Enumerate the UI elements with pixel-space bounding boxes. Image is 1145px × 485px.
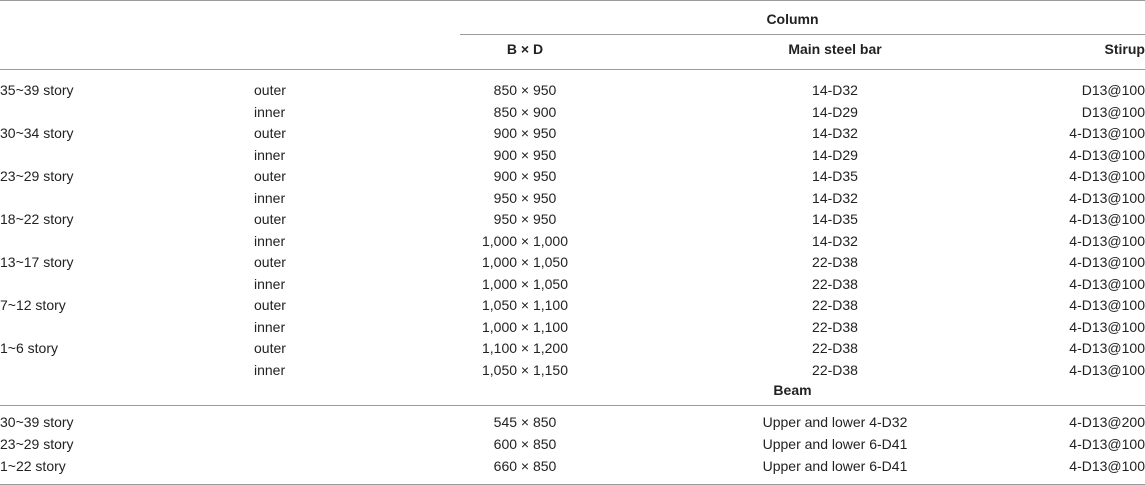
stirrup-cell: 4-D13@100 <box>1069 319 1145 335</box>
position-cell: inner <box>254 104 286 120</box>
beam-rule <box>0 405 1145 406</box>
position-cell: inner <box>254 233 286 249</box>
main-bar-cell: 14-D32 <box>812 190 858 206</box>
stirrup-cell: D13@100 <box>1081 82 1145 98</box>
main-bar-cell: 14-D29 <box>812 104 858 120</box>
position-cell: outer <box>254 297 286 313</box>
top-rule <box>0 0 1145 1</box>
main-bar-cell: Upper and lower 6-D41 <box>762 436 908 452</box>
main-bar-cell: 22-D38 <box>812 297 858 313</box>
story-cell: 7~12 story <box>0 297 66 313</box>
stirrup-cell: 4-D13@100 <box>1069 340 1145 356</box>
stirrup-cell: 4-D13@100 <box>1069 211 1145 227</box>
bd-cell: 950 × 950 <box>493 211 557 227</box>
stirrup-cell: 4-D13@100 <box>1069 125 1145 141</box>
position-cell: inner <box>254 319 286 335</box>
main-bar-header: Main steel bar <box>788 41 882 57</box>
bd-cell: 1,000 × 1,050 <box>481 276 569 292</box>
main-bar-cell: 22-D38 <box>812 362 858 378</box>
stirrup-cell: D13@100 <box>1081 104 1145 120</box>
position-cell: outer <box>254 211 286 227</box>
position-cell: outer <box>254 340 286 356</box>
bd-cell: 1,100 × 1,200 <box>481 340 569 356</box>
main-bar-cell: Upper and lower 4-D32 <box>762 414 908 430</box>
position-cell: inner <box>254 147 286 163</box>
main-bar-cell: 14-D32 <box>812 125 858 141</box>
bd-cell: 1,000 × 1,100 <box>481 319 569 335</box>
main-bar-cell: 14-D32 <box>812 233 858 249</box>
bd-cell: 950 × 950 <box>493 190 557 206</box>
bd-cell: 600 × 850 <box>493 436 557 452</box>
bd-cell: 900 × 950 <box>493 147 557 163</box>
story-cell: 1~6 story <box>0 340 58 356</box>
main-bar-cell: 22-D38 <box>812 340 858 356</box>
beam-group-header: Beam <box>773 382 812 398</box>
position-cell: inner <box>254 190 286 206</box>
main-bar-cell: 14-D32 <box>812 82 858 98</box>
main-bar-cell: Upper and lower 6-D41 <box>762 458 908 474</box>
bd-cell: 1,000 × 1,050 <box>481 254 569 270</box>
stirrup-cell: 4-D13@100 <box>1069 254 1145 270</box>
story-cell: 13~17 story <box>0 254 74 270</box>
main-bar-cell: 14-D35 <box>812 211 858 227</box>
bd-cell: 660 × 850 <box>493 458 557 474</box>
main-bar-cell: 22-D38 <box>812 276 858 292</box>
column-group-rule <box>460 34 1145 35</box>
column-group-header: Column <box>766 11 819 27</box>
story-cell: 35~39 story <box>0 82 74 98</box>
stirrup-cell: 4-D13@100 <box>1069 168 1145 184</box>
bd-cell: 900 × 950 <box>493 125 557 141</box>
stirrup-cell: 4-D13@100 <box>1069 436 1145 452</box>
stirrup-cell: 4-D13@100 <box>1069 190 1145 206</box>
story-cell: 23~29 story <box>0 168 74 184</box>
stirrup-cell: 4-D13@100 <box>1069 147 1145 163</box>
main-bar-cell: 22-D38 <box>812 254 858 270</box>
bd-cell: 900 × 950 <box>493 168 557 184</box>
stirrup-cell: 4-D13@100 <box>1069 276 1145 292</box>
stirrup-cell: 4-D13@100 <box>1069 458 1145 474</box>
stirrup-cell: 4-D13@100 <box>1069 362 1145 378</box>
main-bar-cell: 22-D38 <box>812 319 858 335</box>
stirrup-cell: 4-D13@100 <box>1069 233 1145 249</box>
bd-header: B × D <box>506 41 544 57</box>
story-cell: 30~34 story <box>0 125 74 141</box>
bd-cell: 545 × 850 <box>493 414 557 430</box>
story-cell: 30~39 story <box>0 414 74 430</box>
story-cell: 18~22 story <box>0 211 74 227</box>
position-cell: outer <box>254 125 286 141</box>
stirrup-cell: 4-D13@100 <box>1069 297 1145 313</box>
story-cell: 23~29 story <box>0 436 74 452</box>
bd-cell: 1,000 × 1,000 <box>481 233 569 249</box>
position-cell: outer <box>254 254 286 270</box>
position-cell: inner <box>254 276 286 292</box>
stirrup-cell: 4-D13@200 <box>1069 414 1145 430</box>
bd-cell: 850 × 950 <box>493 82 557 98</box>
bd-cell: 1,050 × 1,100 <box>481 297 569 313</box>
position-cell: inner <box>254 362 286 378</box>
main-bar-cell: 14-D29 <box>812 147 858 163</box>
stirrup-header: Stirup <box>1104 41 1145 57</box>
position-cell: outer <box>254 82 286 98</box>
main-bar-cell: 14-D35 <box>812 168 858 184</box>
bd-cell: 1,050 × 1,150 <box>481 362 569 378</box>
story-cell: 1~22 story <box>0 458 66 474</box>
bd-cell: 850 × 900 <box>493 104 557 120</box>
position-cell: outer <box>254 168 286 184</box>
header-rule <box>0 69 1145 70</box>
